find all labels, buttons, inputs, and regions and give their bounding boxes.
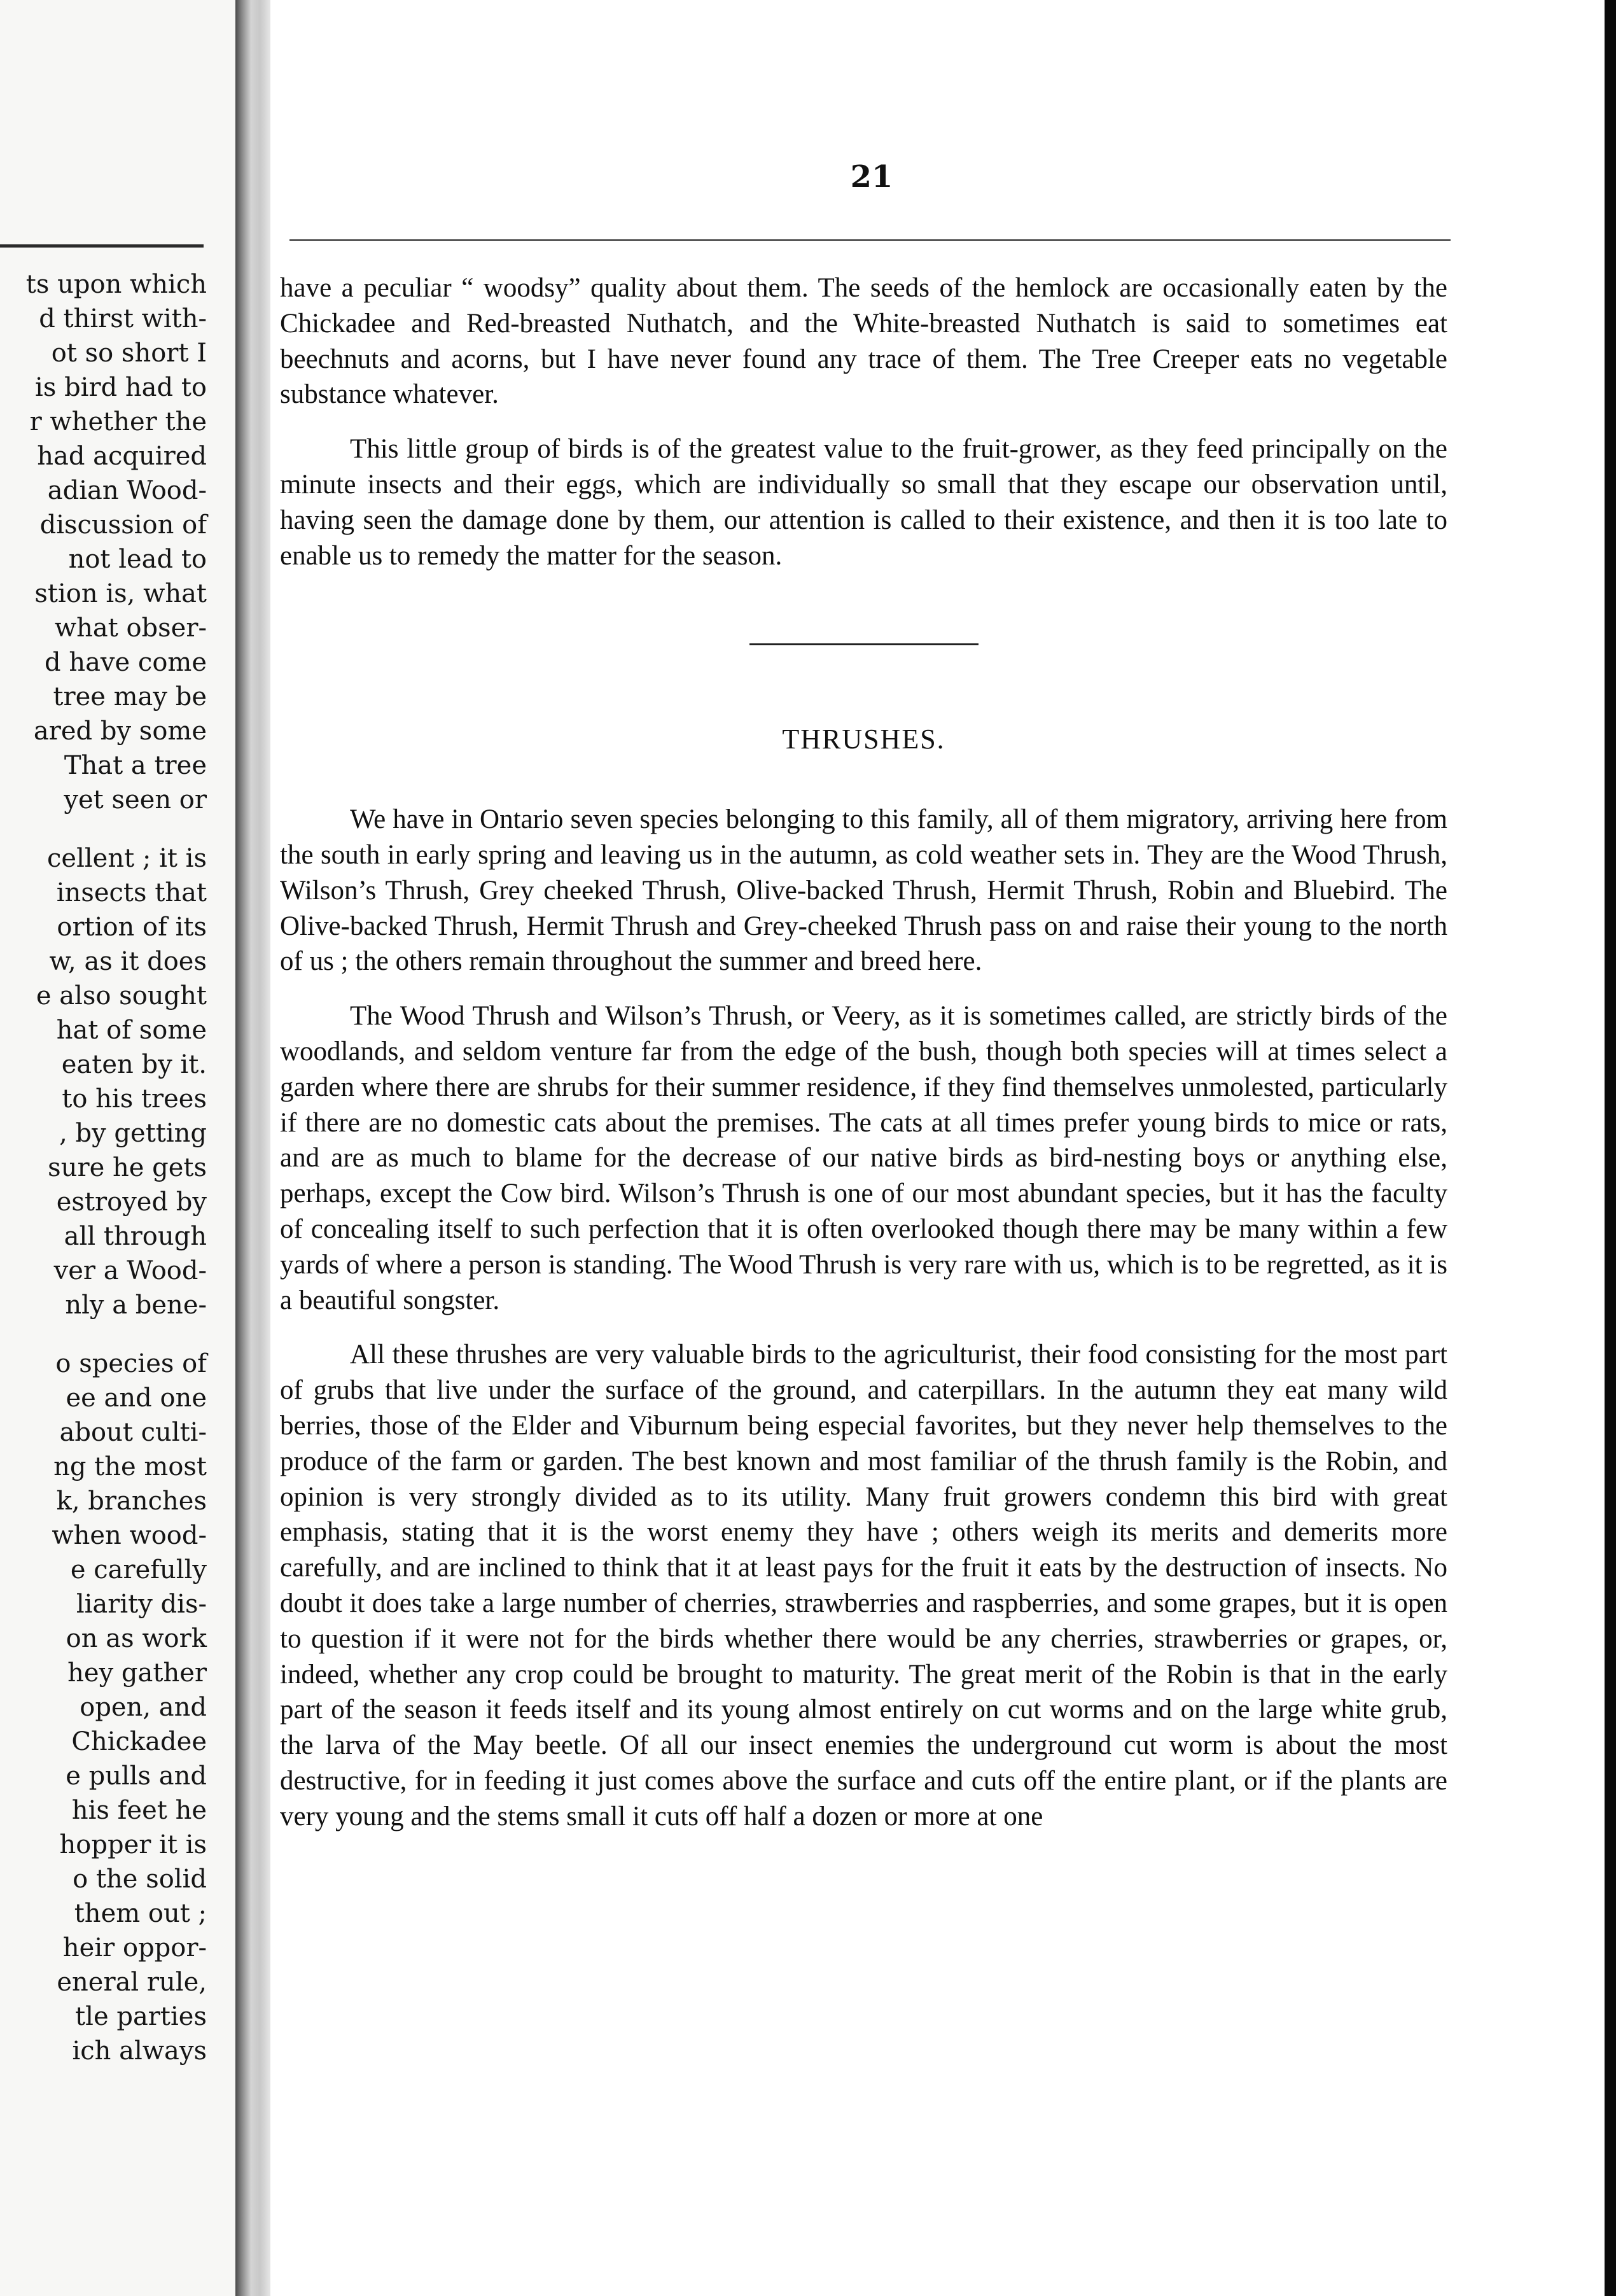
prev-line: o species of [55,1349,207,1378]
prev-line: what obser- [54,613,207,643]
paragraph: The Wood Thrush and Wilson’s Thrush, or Veery, as it is sometimes called, are strictly birds of the woodlands, and seldom venture far from the edge of the bush, though both species will at times select a garden where there are shrubs for their summer residence, if they find themselves unmolested, particularly if there are no domestic cats about the premises. The cats at all times prefer young birds to mice or rats, and are as much to blame for the decrease of our native birds as bird-nesting boys or anything else, perhaps, except the Cow bird. Wilson’s Thrush is one of our most abundant species, but it has the faculty of concealing itself to such perfection that it is often overlooked though there may be many within a few yards of where a person is standing. The Wood Thrush is very rare with us, which is to be regretted, as it is a beautiful songster. [280,1001,1447,1315]
prev-line: e pulls and [66,1761,207,1791]
section-divider [749,643,979,645]
prev-line: ared by some [33,717,207,746]
prev-line: not lead to [68,545,207,574]
prev-line: when wood- [52,1521,207,1550]
prev-line: o the solid [73,1865,207,1894]
prev-line: all through [64,1222,207,1251]
prev-line: insects that [56,878,207,907]
prev-line: r whether the [29,407,207,437]
prev-line: to his trees [62,1084,207,1114]
prev-line: on as work [66,1624,207,1653]
prev-line: yet seen or [64,785,207,815]
previous-page-fragment [0,0,235,2296]
prev-line: ee and one [66,1383,207,1413]
prev-line: d thirst with- [39,304,207,333]
prev-line: ortion of its [57,913,207,942]
prev-line: ot so short I [51,339,207,368]
prev-line: estroyed by [56,1187,207,1217]
prev-line: stion is, what [34,579,207,608]
prev-line: Chickadee [71,1727,207,1756]
prev-line: ts upon which [25,270,207,299]
prev-line: is bird had to [35,373,207,402]
prev-paragraph-gap [0,1322,207,1347]
prev-line: e also sought [36,981,207,1011]
prev-line: d have come [45,648,207,677]
section-heading: THRUSHES. [782,724,945,755]
paragraph: We have in Ontario seven species belonging to this family, all of them migratory, arriving here from the south in early spring and leaving us in the autumn, as cold weather sets in. They are the Wood Thrush, Wilson’s Thrush, Grey cheeked Thrush, Olive-backed Thrush, Hermit Thrush, Robin and Bluebird. The Olive-backed Thrush, Hermit Thrush and Grey-cheeked Thrush pass on and raise their young to the north of us ; the others remain throughout the summer and breed here. [280,804,1447,977]
prev-line: eneral rule, [57,1968,207,1997]
previous-page-text [0,267,207,2068]
page-body [280,270,1447,1853]
prev-line: eaten by it. [61,1050,207,1079]
prev-line: adian Wood- [47,476,207,505]
prev-line: hat of some [56,1016,207,1045]
prev-line: open, and [80,1693,207,1722]
paragraph: This little group of birds is of the greatest value to the fruit-grower, as they feed principally on the minute insects and their eggs, which are individually so small that they escape our observation until, having seen the damage done by them, our attention is called to their existence, and then it is too late to enable us to remedy the matter for the season. [280,434,1447,571]
prev-line: w, as it does [49,947,207,976]
page-number: 21 [850,159,893,195]
prev-line: sure he gets [48,1153,207,1182]
prev-line: k, branches [56,1487,207,1516]
book-gutter-shadow [235,0,270,2296]
prev-line: That a tree [64,751,207,780]
prev-line: tree may be [53,682,207,711]
prev-line: hopper it is [59,1830,207,1859]
scan-edge-border [1605,0,1616,2296]
prev-line: e carefully [70,1555,207,1585]
prev-line: cellent ; it is [47,844,207,873]
prev-line: hey gather [67,1658,207,1688]
paragraph: All these thrushes are very valuable birds to the agriculturist, their food consisting for the most part of grubs that live under the surface of the ground, and caterpillars. In the autumn they eat many wild berries, those of the Elder and Viburnum being especial favorites, but they never help themselves to the produce of the farm or garden. The best known and most familiar of the thrush family is the Robin, and opinion is very strongly divided as to its utility. Many fruit growers condemn this bird with great emphasis, stating that it is the worst enemy they have ; others weigh its merits and demerits more carefully, and are inclined to think that it at least pays for the fruit it eats by the destruction of insects. No doubt it does take a large number of cherries, strawberries and raspberries, and some grapes, but it is open to question if it were not for the birds whether there would be any cherries, strawberries or grapes, or, indeed, whether any crop could be brought to maturity. The great merit of the Robin is that in the early part of the season it feeds itself and its young almost entirely on cut worms and on the large white grub, the larva of the May beetle. Of all our insect enemies the underground cut worm is about the most destructive, for in feeding it just comes above the surface and cuts off the entire plant, or if the plants are very young and the stems small it cuts off half a dozen or more at one [280,1340,1447,1831]
prev-line: ng the most [53,1452,207,1481]
prev-line: , by getting [59,1119,207,1148]
prev-paragraph-gap [0,817,207,841]
prev-line: about culti- [59,1418,207,1447]
header-rule [289,239,1451,241]
previous-page-rule [0,244,204,248]
prev-line: discussion of [39,510,207,540]
paragraph-continuation: have a peculiar “ woodsy” quality about them. The seeds of the hemlock are occasionally eaten by the Chickadee and Red-breasted Nuthatch, and the White-breasted Nuthatch is said to sometimes eat beechnuts and acorns, but I have never found any trace of them. The Tree Creeper eats no vegetable substance whatever. [280,273,1447,410]
prev-line: them out ; [74,1899,207,1928]
prev-line: ver a Wood- [53,1256,207,1285]
prev-line: his feet he [71,1796,207,1825]
prev-line: liarity dis- [76,1590,207,1619]
prev-line: had acquired [37,442,207,471]
prev-line: ich always [72,2036,207,2066]
prev-line: heir oppor- [62,1933,207,1963]
prev-line: nly a bene- [65,1291,207,1320]
prev-line: tle parties [75,2002,207,2031]
